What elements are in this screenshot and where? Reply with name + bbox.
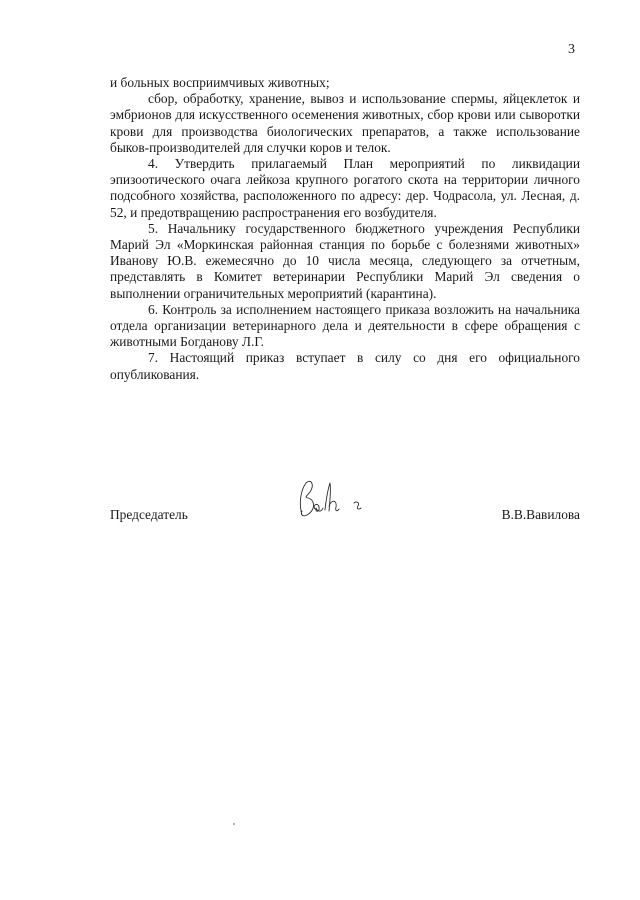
paragraph-item-4: 4. Утвердить прилагаемый План мероприятий по ликвидации эпизоотического очага лейкоза крупного рогатого скота на территории личного подсобного хозяйства, расположенного по адресу: дер. Чодрасола, ул. Лесная, д. 52, и предотвращению распространения его возбудителя. [110,156,580,220]
signatory-name: В.В.Вавилова [501,507,580,522]
signature-block [110,505,580,525]
handwritten-signature [288,475,378,523]
paragraph-item-5: 5. Начальнику государственного бюджетного учреждения Республики Марий Эл «Моркинская районная станция по борьбе с болезнями животных» Иванову Ю.В. ежемесячно до 10 числа месяца, следующего за отчетным, представлять в Комитет ветеринарии Республики Марий Эл сведения о выполнении ограничительных мероприятий (карантина). [110,220,580,301]
paragraph-continuation: и больных восприимчивых животных; [110,75,330,90]
document-body [110,75,580,383]
paragraph-item-6: 6. Контроль за исполнением настоящего приказа возложить на начальника отдела организации ветеринарного дела и деятельности в сфере обращения с животными Богданову Л.Г. [110,301,580,350]
paragraph-semen-collection: сбор, обработку, хранение, вывоз и использование спермы, яйцеклеток и эмбрионов для искусственного осеменения животных, сбор крови или сыворотки крови для производства биологических препаратов, а также использование быков-производителей для случки коров и телок. [110,91,580,155]
paragraph-item-7: 7. Настоящий приказ вступает в силу со дня его официального опубликования. [110,350,580,382]
page-number: 3 [568,42,575,57]
scan-artifact-dot [233,823,235,825]
signatory-position: Председатель [110,507,188,522]
